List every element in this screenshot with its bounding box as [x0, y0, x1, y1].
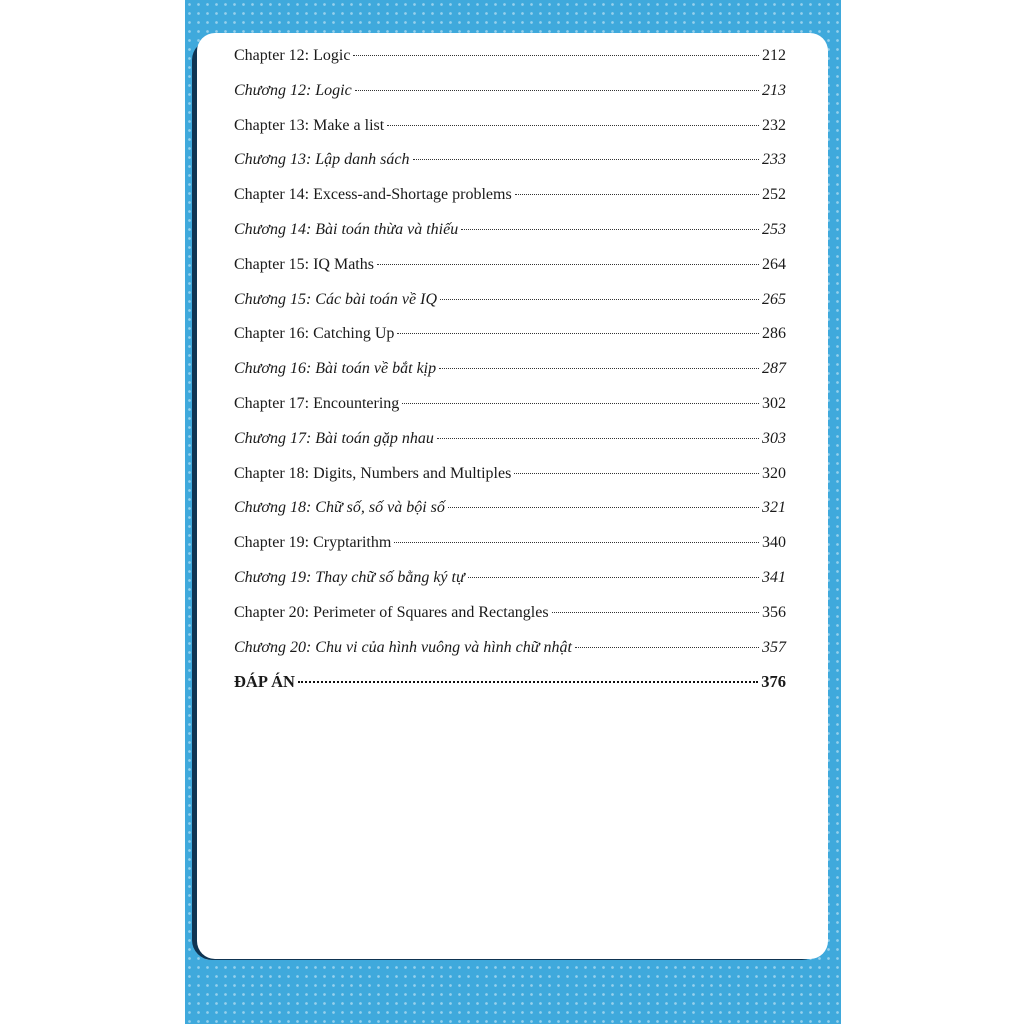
toc-entry-title: Chương 14: Bài toán thừa và thiếu	[234, 220, 459, 238]
toc-dot-leader	[461, 229, 759, 230]
toc-entry-page: 303	[762, 429, 786, 447]
toc-row	[234, 113, 786, 148]
toc-entry-page: 357	[762, 638, 786, 656]
toc-entry-page: 286	[762, 325, 786, 343]
toc-entry-page: 233	[762, 151, 786, 169]
toc-dot-leader	[355, 90, 759, 91]
toc-dot-leader	[402, 403, 759, 404]
toc-entry-title: Chương 18: Chữ số, số và bội số	[234, 499, 445, 517]
toc-answers-title: ĐÁP ÁN	[234, 672, 295, 692]
toc-entry-title: Chapter 19: Cryptarithm	[234, 534, 392, 552]
toc-entry-title: Chapter 20: Perimeter of Squares and Rectangles	[234, 603, 549, 621]
toc-entry-title: Chapter 18: Digits, Numbers and Multiples	[234, 464, 512, 482]
toc-row	[234, 635, 786, 670]
toc-entry-title: Chapter 14: Excess-and-Shortage problems	[234, 186, 512, 204]
toc-answers-page: 376	[761, 672, 786, 692]
toc-dot-leader	[439, 368, 759, 369]
toc-entry-page: 320	[762, 464, 786, 482]
toc-entry-title: Chapter 17: Encountering	[234, 394, 400, 412]
toc-entries	[234, 43, 786, 669]
toc-entry-title: Chương 17: Bài toán gặp nhau	[234, 429, 434, 447]
toc-row	[234, 600, 786, 635]
toc-dot-leader	[515, 194, 759, 195]
toc-row	[234, 147, 786, 182]
toc-entry-page: 356	[762, 603, 786, 621]
toc-entry-page: 213	[762, 81, 786, 99]
toc-row	[234, 43, 786, 78]
toc-entry-page: 321	[762, 499, 786, 517]
toc-entry-title: Chương 16: Bài toán về bắt kịp	[234, 360, 437, 378]
toc-dot-leader	[353, 55, 759, 56]
toc-dot-leader	[440, 299, 759, 300]
toc-entry-title: Chapter 13: Make a list	[234, 116, 385, 134]
toc-row	[234, 565, 786, 600]
toc-dot-leader	[552, 612, 759, 613]
toc-dot-leader	[387, 125, 759, 126]
toc-dot-leader	[413, 159, 760, 160]
toc-entry-title: Chương 12: Logic	[234, 81, 352, 99]
toc-entry-page: 264	[762, 255, 786, 273]
toc-entry-page: 252	[762, 186, 786, 204]
toc-entry-title: Chương 13: Lập danh sách	[234, 151, 410, 169]
toc-row	[234, 252, 786, 287]
toc-entry-title: Chương 19: Thay chữ số bằng ký tự	[234, 568, 465, 586]
toc-dot-leader	[377, 264, 759, 265]
toc-entry-title: Chapter 12: Logic	[234, 47, 351, 64]
toc-answers-row	[234, 669, 786, 704]
toc-dot-leader	[397, 333, 759, 334]
toc-dot-leader	[448, 507, 759, 508]
toc-entry-page: 212	[762, 47, 786, 64]
toc-entry-page: 302	[762, 394, 786, 412]
toc-dot-leader	[437, 438, 759, 439]
toc-entry-title: Chương 15: Các bài toán về IQ	[234, 290, 438, 308]
toc-entry-page: 340	[762, 534, 786, 552]
toc-row	[234, 217, 786, 252]
toc-dot-leader	[468, 577, 759, 578]
table-of-contents	[234, 43, 786, 704]
toc-row	[234, 78, 786, 113]
toc-dot-leader	[575, 647, 759, 648]
toc-row	[234, 426, 786, 461]
toc-row	[234, 461, 786, 496]
toc-row	[234, 356, 786, 391]
toc-entry-page: 341	[762, 568, 786, 586]
toc-entry-page: 287	[762, 360, 786, 378]
toc-row	[234, 530, 786, 565]
toc-dot-leader	[514, 473, 759, 474]
toc-entry-title: Chapter 16: Catching Up	[234, 325, 395, 343]
toc-entry-page: 253	[762, 220, 786, 238]
toc-entry-page: 232	[762, 116, 786, 134]
toc-row	[234, 182, 786, 217]
toc-row	[234, 391, 786, 426]
toc-row	[234, 287, 786, 322]
toc-dot-leader	[298, 681, 758, 683]
toc-row	[234, 495, 786, 530]
toc-row	[234, 321, 786, 356]
toc-entry-page: 265	[762, 290, 786, 308]
toc-entry-title: Chapter 15: IQ Maths	[234, 255, 374, 273]
toc-entry-title: Chương 20: Chu vi của hình vuông và hình chữ nhật	[234, 638, 572, 656]
toc-dot-leader	[394, 542, 759, 543]
